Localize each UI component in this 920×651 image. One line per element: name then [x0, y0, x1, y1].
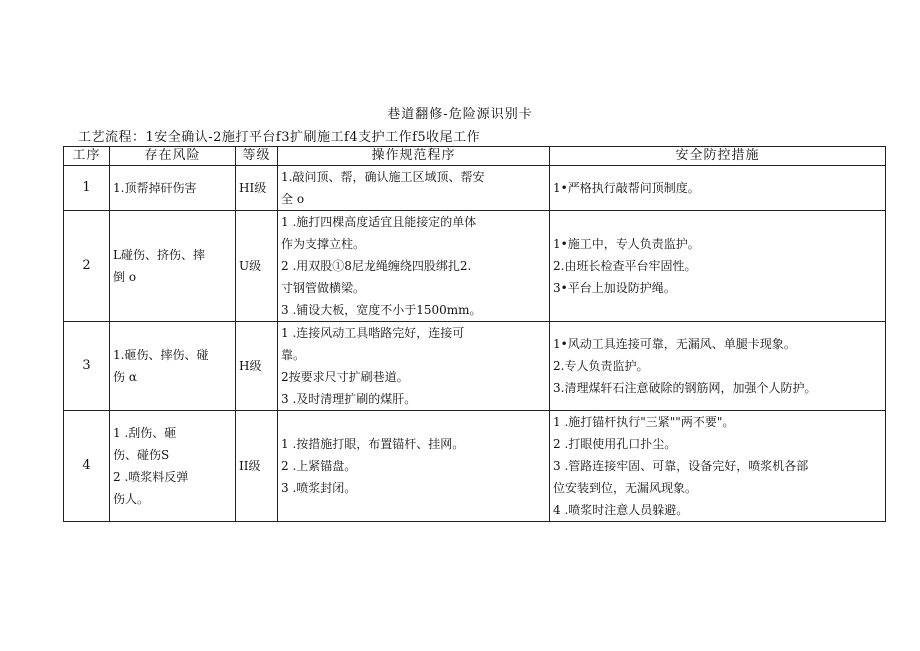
grade-cell: II级 — [236, 411, 278, 522]
measure-line: 3•平台上加设防护绳。 — [553, 281, 676, 295]
measure-line: 1•严格执行敲帮问顶制度。 — [553, 181, 700, 195]
risk-line: 1.砸伤、摔伤、碰 — [113, 348, 209, 362]
risk-cell — [110, 322, 236, 411]
grade-cell: HI级 — [236, 166, 278, 211]
procedure-cell — [278, 322, 550, 411]
risk-line: 2 .喷浆料反弹 — [113, 470, 189, 484]
procedure-cell — [278, 166, 550, 211]
table-row — [64, 322, 886, 411]
measure-line: 3 .管路连接牢固、可靠，设备完好，喷浆机各部 — [553, 459, 809, 473]
header-grade: 等级 — [236, 147, 278, 166]
step-number: 4 — [64, 411, 110, 522]
risk-cell — [110, 411, 236, 522]
header-step: 工序 — [64, 147, 110, 166]
measures-cell — [550, 411, 886, 522]
table-row — [64, 211, 886, 322]
step-number: 2 — [64, 211, 110, 322]
measure-line: 1•施工中，专人负责监护。 — [553, 237, 700, 251]
procedure-line: 1 .施打四棵高度适宜且能接定的单体 — [281, 215, 477, 229]
risk-line: 伤、碰伤S — [113, 448, 170, 462]
procedure-line: 3 .及时清理扩刷的煤肝。 — [281, 392, 417, 406]
procedure-line: 寸钢管做横梁。 — [281, 281, 366, 295]
table-row — [64, 411, 886, 522]
risk-line: 伤 α — [113, 370, 137, 384]
procedure-line: 全 o — [281, 192, 305, 206]
procedure-line: 1.敲问顶、帮，确认施工区域顶、帮安 — [281, 170, 485, 184]
procedure-line: 作为支撑立柱。 — [281, 237, 366, 251]
measure-line: 1 .施打锚杆执行"三紧""两不要"。 — [553, 415, 735, 429]
procedure-line: 2 .上紧锚盘。 — [281, 459, 357, 473]
procedure-line: 2 .用双股①8尼龙绳缠绕四股绑扎2. — [281, 259, 472, 273]
risk-line: L碰伤、挤伤、摔 — [113, 248, 205, 262]
measure-line: 位安装到位，无漏风现象。 — [553, 481, 698, 495]
measures-cell — [550, 322, 886, 411]
measure-line: 2 .打眼使用孔口扑尘。 — [553, 437, 677, 451]
risk-line: 1.顶帮掉矸伤害 — [113, 181, 197, 195]
risk-line: 1 .刮伤、砸 — [113, 426, 177, 440]
procedure-cell — [278, 211, 550, 322]
card-title: 巷道翻修-危险源识别卡 — [387, 107, 533, 122]
risk-line: 倒 o — [113, 270, 137, 284]
measures-cell — [550, 166, 886, 211]
grade-cell: H级 — [236, 322, 278, 411]
header-measures: 安全防控措施 — [550, 147, 886, 166]
table-row — [64, 166, 886, 211]
procedure-line: 2按要求尺寸扩刷巷道。 — [281, 370, 409, 384]
risk-line: 伤人。 — [113, 492, 150, 506]
measure-line: 1•风动工具连接可靠，无漏风、单腿卡现象。 — [553, 337, 796, 351]
header-risk: 存在风险 — [110, 147, 236, 166]
step-number: 1 — [64, 166, 110, 211]
measure-line: 4 .喷浆时注意人员躲避。 — [553, 503, 689, 517]
procedure-line: 3 .喷浆封闭。 — [281, 481, 357, 495]
measure-line: 3.清理煤轩石注意破除的钢筋网，加强个人防护。 — [553, 381, 817, 395]
header-row — [64, 147, 886, 166]
procedure-line: 1 .按措施打眼，布置锚杆、挂网。 — [281, 437, 465, 451]
procedure-line: 靠。 — [281, 348, 306, 362]
procedure-line: 3 .铺设大板，宽度不小于1500mm。 — [281, 303, 482, 317]
procedure-cell — [278, 411, 550, 522]
step-number: 3 — [64, 322, 110, 411]
measure-line: 2.专人负责监护。 — [553, 359, 649, 373]
process-flow: 工艺流程：1安全确认-2施打平台f3扩刷施工f4支护工作f5收尾工作 — [78, 130, 481, 145]
measures-cell — [550, 211, 886, 322]
risk-cell — [110, 166, 236, 211]
grade-cell: U级 — [236, 211, 278, 322]
header-procedure: 操作规范程序 — [278, 147, 550, 166]
measure-line: 2.由班长检查平台牢固性。 — [553, 259, 697, 273]
hazard-table — [63, 146, 886, 522]
risk-cell — [110, 211, 236, 322]
procedure-line: 1 .连接风动工具喈路完好，连接可 — [281, 326, 465, 340]
